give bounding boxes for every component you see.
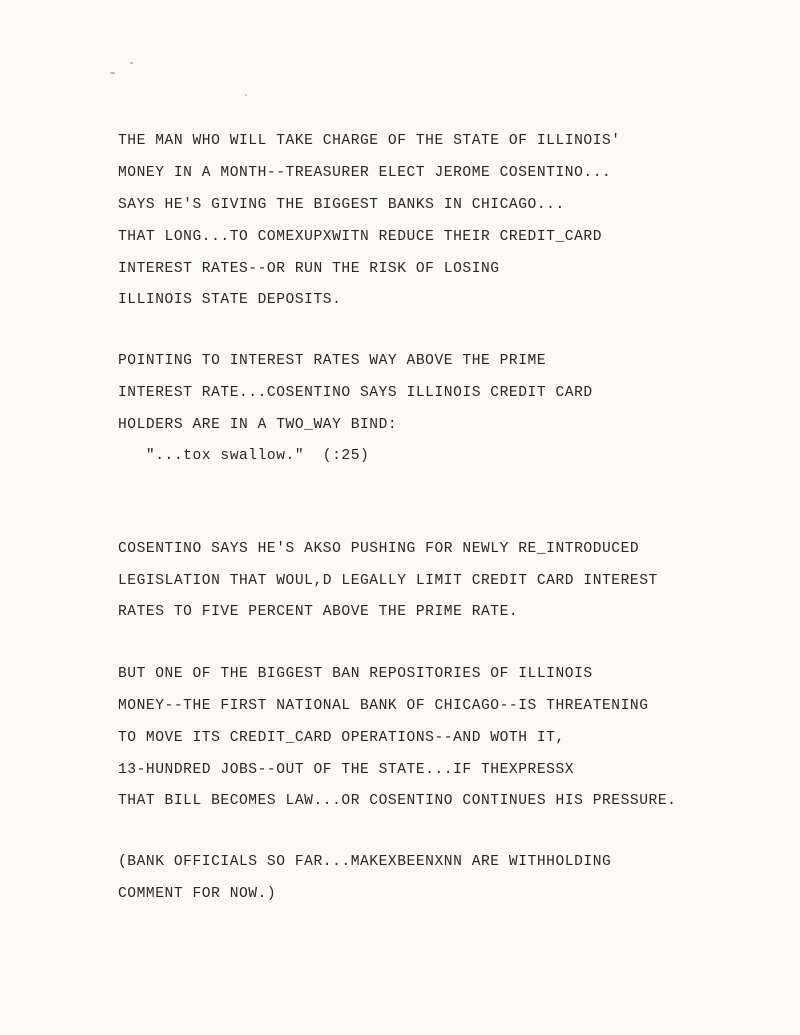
paragraph-2-line-1: POINTING TO INTEREST RATES WAY ABOVE THE PRIME — [118, 353, 547, 369]
ink-speck — [110, 72, 115, 74]
sound-bite-cue: "...tox swallow." (:25) — [118, 448, 370, 464]
paragraph-3-line-3: RATES TO FIVE PERCENT ABOVE THE PRIME RATE. — [118, 604, 519, 620]
paragraph-2-line-3: HOLDERS ARE IN A TWO_WAY BIND: — [118, 417, 398, 433]
paragraph-5-line-2: COMMENT FOR NOW.) — [118, 886, 277, 902]
paragraph-1-line-6: ILLINOIS STATE DEPOSITS. — [118, 292, 342, 308]
paragraph-1-line-1: THE MAN WHO WILL TAKE CHARGE OF THE STATE OF ILLINOIS' — [118, 133, 621, 149]
paragraph-1-line-5: INTEREST RATES--OR RUN THE RISK OF LOSING — [118, 261, 500, 277]
paragraph-4-line-1: BUT ONE OF THE BIGGEST BAN REPOSITORIES OF ILLINOIS — [118, 666, 593, 682]
paragraph-1-line-3: SAYS HE'S GIVING THE BIGGEST BANKS IN CHICAGO... — [118, 197, 565, 213]
paragraph-4-line-4: 13-HUNDRED JOBS--OUT OF THE STATE...IF THEXPRESSX — [118, 762, 575, 778]
paragraph-4-line-2: MONEY--THE FIRST NATIONAL BANK OF CHICAGO--IS THREATENING — [118, 698, 649, 714]
paragraph-1-line-2: MONEY IN A MONTH--TREASURER ELECT JEROME COSENTINO... — [118, 165, 612, 181]
paragraph-3-line-2: LEGISLATION THAT WOUL,D LEGALLY LIMIT CREDIT CARD INTEREST — [118, 573, 658, 589]
paragraph-5-line-1: (BANK OFFICIALS SO FAR...MAKEXBEENXNN ARE WITHHOLDING — [118, 854, 612, 870]
paragraph-4-line-3: TO MOVE ITS CREDIT_CARD OPERATIONS--AND WOTH IT, — [118, 730, 565, 746]
paragraph-4-line-5: THAT BILL BECOMES LAW...OR COSENTINO CONTINUES HIS PRESSURE. — [118, 793, 677, 809]
ink-speck — [130, 62, 133, 64]
paragraph-1-line-4: THAT LONG...TO COMEXUPXWITN REDUCE THEIR CREDIT_CARD — [118, 229, 602, 245]
paragraph-2-line-2: INTEREST RATE...COSENTINO SAYS ILLINOIS CREDIT CARD — [118, 385, 593, 401]
paragraph-3-line-1: COSENTINO SAYS HE'S AKSO PUSHING FOR NEWLY RE_INTRODUCED — [118, 541, 640, 557]
ink-speck — [245, 94, 247, 96]
